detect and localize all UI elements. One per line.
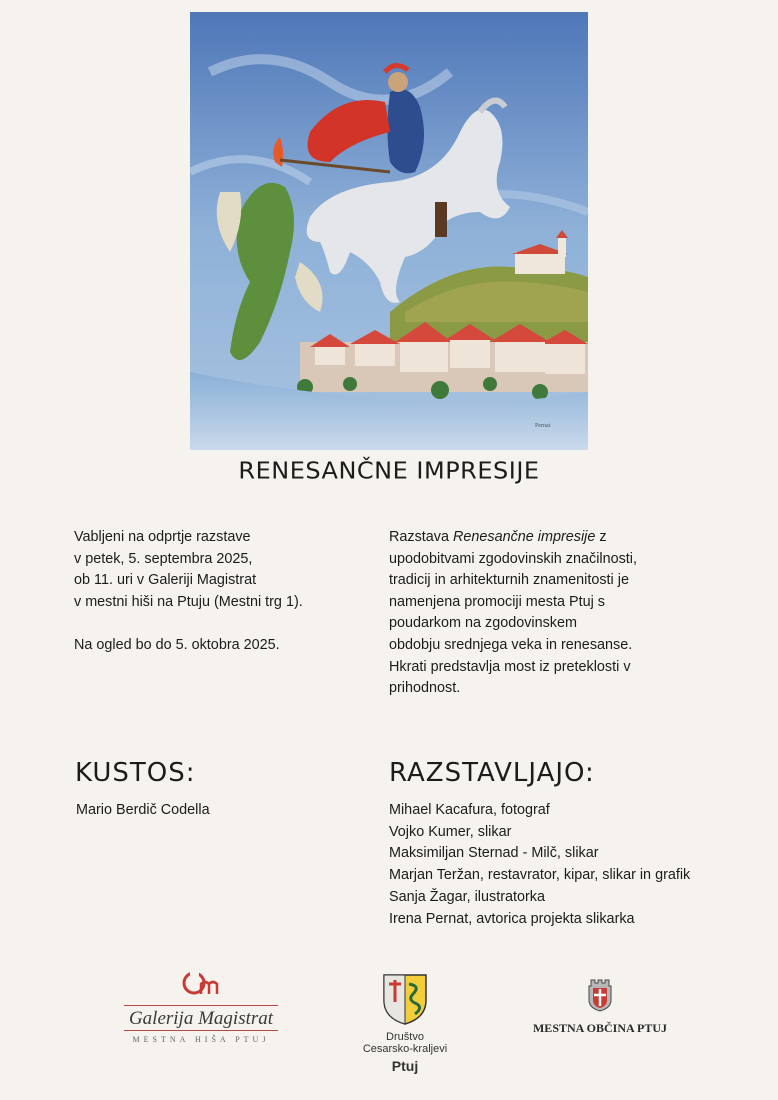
curator-name: Mario Berdič Codella — [76, 802, 210, 818]
description-line: poudarkom na zgodovinskem — [389, 615, 577, 632]
description-prefix: Razstava — [389, 529, 453, 545]
divider — [124, 1030, 278, 1031]
painting-saint-george-dragon — [190, 12, 588, 450]
invitation-line: v mestni hiši na Ptuju (Mestni trg 1). — [74, 593, 303, 610]
description-first-line — [389, 527, 719, 549]
description-line: namenjena promociji mesta Ptuj s — [389, 593, 605, 610]
description-line: upodobitvami zgodovinskih značilnosti, — [389, 550, 637, 567]
exhibitor-item: Maksimiljan Sternad - Milč, slikar — [389, 845, 599, 862]
exhibitor-item: Irena Pernat, avtorica projekta slikarka — [389, 910, 635, 927]
description-line: Hkrati predstavlja most iz preteklosti v — [389, 658, 631, 675]
obcina-name: MESTNA OBČINA PTUJ — [532, 1021, 668, 1035]
exhibition-title: RENESANČNE IMPRESIJE — [238, 457, 540, 485]
invitation-line: ob 11. uri v Galeriji Magistrat — [74, 572, 257, 589]
drustvo-line2: Cesarsko-kraljevi — [362, 1043, 448, 1055]
drustvo-logo — [355, 972, 455, 1074]
gm-monogram-icon — [179, 970, 223, 1000]
invitation-line: v petek, 5. septembra 2025, — [74, 550, 253, 567]
description-suffix: z — [595, 529, 607, 545]
mestna-obcina-logo — [530, 978, 670, 1036]
description-line: tradicij in arhitekturnih znamenitosti je — [389, 572, 629, 589]
invitation-text — [74, 527, 374, 657]
coat-of-arms-icon — [381, 972, 429, 1026]
curator-heading: KUSTOS: — [75, 758, 196, 788]
exhibitor-item: Sanja Žagar, ilustratorka — [389, 888, 545, 905]
exhibitors-heading: RAZSTAVLJAJO: — [389, 758, 595, 788]
description-line: obdobju srednjega veka in renesanse. — [389, 636, 633, 653]
description-line: prihodnost. — [389, 680, 461, 697]
galerija-magistrat-logo — [122, 970, 280, 1044]
drustvo-line1: Društvo — [386, 1031, 424, 1043]
drustvo-line3: Ptuj — [391, 1058, 419, 1074]
city-crest-icon — [585, 978, 615, 1012]
exhibition-description — [389, 527, 719, 700]
description-italic-title: Renesančne impresije — [453, 529, 596, 545]
galerija-name: Galerija Magistrat — [128, 1008, 274, 1029]
exhibitor-item: Mihael Kacafura, fotograf — [389, 802, 550, 818]
exhibition-painting — [190, 12, 588, 450]
galerija-subtitle: MESTNA HIŠA PTUJ — [132, 1035, 270, 1044]
exhibitor-item: Vojko Kumer, slikar — [389, 823, 512, 840]
divider — [124, 1005, 278, 1006]
invitation-line: Vabljeni na odprtje razstave — [74, 529, 251, 545]
exhibition-until: Na ogled bo do 5. oktobra 2025. — [74, 636, 280, 653]
exhibitors-list — [389, 800, 690, 930]
exhibitor-item: Marjan Teržan, restavrator, kipar, slikar in grafik — [389, 867, 691, 884]
svg-text:Pernat: Pernat — [535, 423, 551, 429]
